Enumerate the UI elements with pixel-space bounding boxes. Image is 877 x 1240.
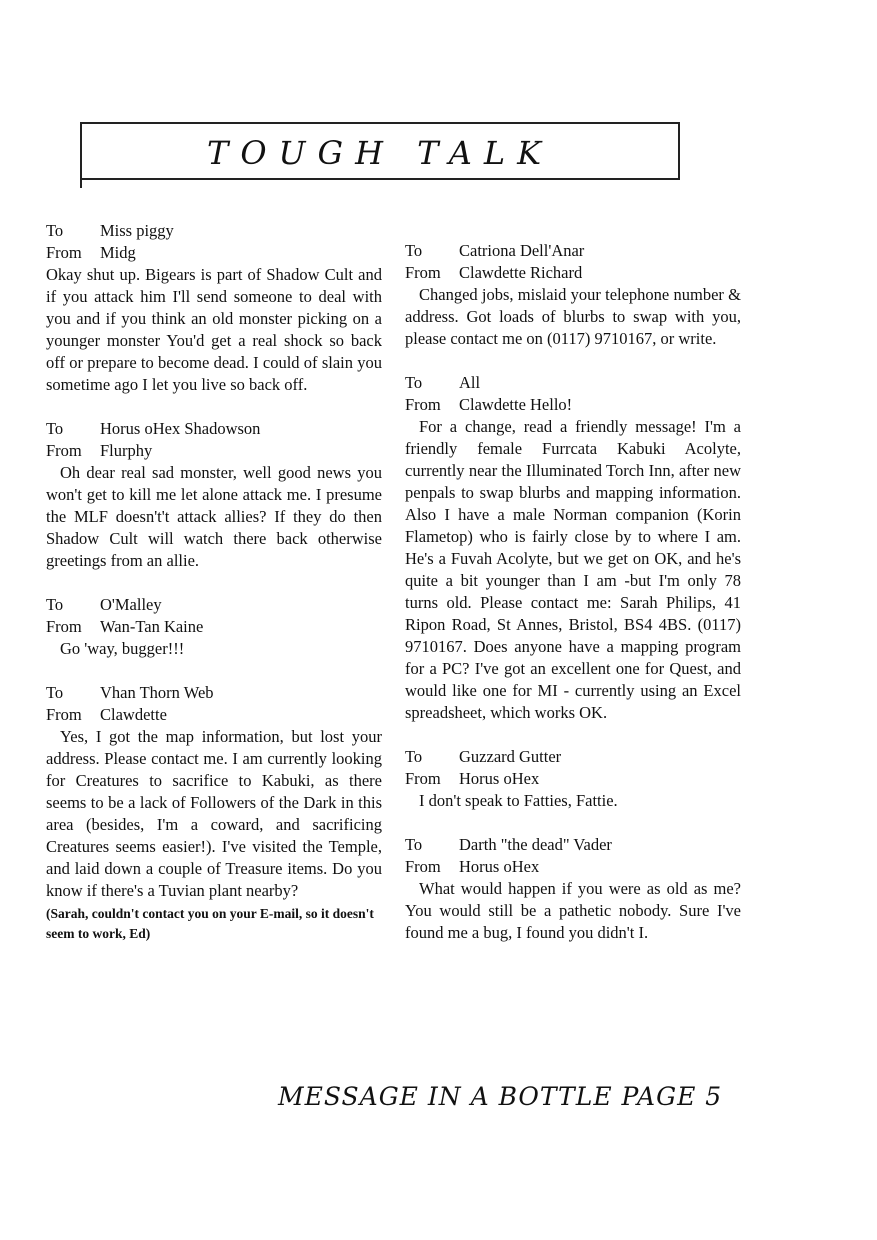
title-box-tick <box>80 178 82 188</box>
message-body: I don't speak to Fatties, Fattie. <box>419 791 618 810</box>
to-label: To <box>405 373 423 392</box>
message <box>46 682 382 944</box>
message-recipient: O'Malley <box>100 595 162 614</box>
to-label: To <box>46 595 64 614</box>
message-from-row <box>405 856 741 878</box>
message-recipient: Miss piggy <box>100 221 174 240</box>
to-label: To <box>46 683 64 702</box>
message-sender: Clawdette <box>100 705 167 724</box>
message-to-row <box>405 746 741 768</box>
message-recipient: Guzzard Gutter <box>459 747 562 766</box>
message-from-row <box>46 704 382 726</box>
message-to-row <box>46 594 382 616</box>
to-label: To <box>405 747 423 766</box>
to-label: To <box>405 835 423 854</box>
message-to-row <box>46 682 382 704</box>
message <box>405 746 741 812</box>
left-column <box>46 220 382 966</box>
from-label: From <box>46 705 82 724</box>
to-label: To <box>46 221 64 240</box>
message-sender: Clawdette Hello! <box>459 395 573 414</box>
message <box>405 240 741 350</box>
from-label: From <box>46 243 82 262</box>
right-column <box>405 240 741 966</box>
message-to-row <box>405 834 741 856</box>
message-sender: Midg <box>100 243 136 262</box>
message-from-row <box>46 242 382 264</box>
message-from-row <box>46 440 382 462</box>
message-sender: Horus oHex <box>459 857 540 876</box>
message-body: For a change, read a friendly message! I'm a friendly female Furrcata Kabuki Acolyte, currently near the Illuminated Torch Inn, after new penpals to swap blurbs and mapping information. Also I have a male Norman companion (Korin Flametop) who is fairly close by to where I am. He's a Fuvah Acolyte, but we get on OK, and he's quite a bit younger than I am -but I'm only 78 turns old. Please contact me: Sarah Philips, 41 Ripon Road, St Annes, Bristol, BS4 4BS. (0117) 9710167. Does anyone have a mapping program for a PC? I've got an excellent one for Quest, and would like one for MI - currently using an Excel spreadsheet, which works OK. <box>405 417 741 722</box>
message-from-row <box>46 616 382 638</box>
message <box>46 220 382 396</box>
to-label: To <box>405 241 423 260</box>
message-recipient: Catriona Dell'Anar <box>459 241 585 260</box>
from-label: From <box>405 395 441 414</box>
message-sender: Flurphy <box>100 441 153 460</box>
title-box <box>80 122 680 180</box>
message-body: Okay shut up. Bigears is part of Shadow Cult and if you attack him I'll send someone to deal with you and if you think an old monster picking on a younger monster You'd get a real shock so back off or prepare to become dead. I could of slain you sometime ago I let you live so back off. <box>46 265 382 394</box>
message-to-row <box>46 418 382 440</box>
message-to-row <box>46 220 382 242</box>
to-label: To <box>46 419 64 438</box>
from-label: From <box>405 263 441 282</box>
message-sender: Clawdette Richard <box>459 263 583 282</box>
from-label: From <box>46 441 82 460</box>
footer-page-label: MESSAGE IN A BOTTLE PAGE 5 <box>278 1082 723 1111</box>
editor-note: (Sarah, couldn't contact you on your E-mail, so it doesn't seem to work, Ed) <box>46 906 374 941</box>
message-from-row <box>405 262 741 284</box>
message-recipient: Vhan Thorn Web <box>100 683 214 702</box>
message-from-row <box>405 394 741 416</box>
message-body: Go 'way, bugger!!! <box>60 639 185 658</box>
message-body: What would happen if you were as old as me? You would still be a pathetic nobody. Sure I've found me a bug, I found you didn't I. <box>405 879 741 942</box>
message-recipient: Horus oHex Shadowson <box>100 419 261 438</box>
message-to-row <box>405 372 741 394</box>
message-sender: Wan-Tan Kaine <box>100 617 204 636</box>
message-body: Changed jobs, mislaid your telephone number & address. Got loads of blurbs to swap with you, please contact me on (0117) 9710167, or write. <box>405 285 741 348</box>
message <box>46 594 382 660</box>
message <box>405 834 741 944</box>
from-label: From <box>405 857 441 876</box>
message-recipient: Darth "the dead" Vader <box>459 835 612 854</box>
message-to-row <box>405 240 741 262</box>
message-from-row <box>405 768 741 790</box>
page-title: TOUGH TALK <box>206 134 554 172</box>
message-sender: Horus oHex <box>459 769 540 788</box>
from-label: From <box>46 617 82 636</box>
from-label: From <box>405 769 441 788</box>
message-body: Yes, I got the map information, but lost your address. Please contact me. I am currently looking for Creatures to sacrifice to Kabuki, as there seems to be a lack of Followers of the Dark in this area (besides, I'm a coward, and sacrificing Creatures seems easier!). I've visited the Temple, and laid down a couple of Treasure items. Do you know if there's a Tuvian plant nearby? <box>46 727 382 900</box>
message-recipient: All <box>459 373 481 392</box>
message-body: Oh dear real sad monster, well good news you won't get to kill me let alone attack me. I presume the MLF doesn't't attack allies? If they do then Shadow Cult will watch there back otherwise greetings from an allie. <box>46 463 382 570</box>
message <box>405 372 741 724</box>
message <box>46 418 382 572</box>
